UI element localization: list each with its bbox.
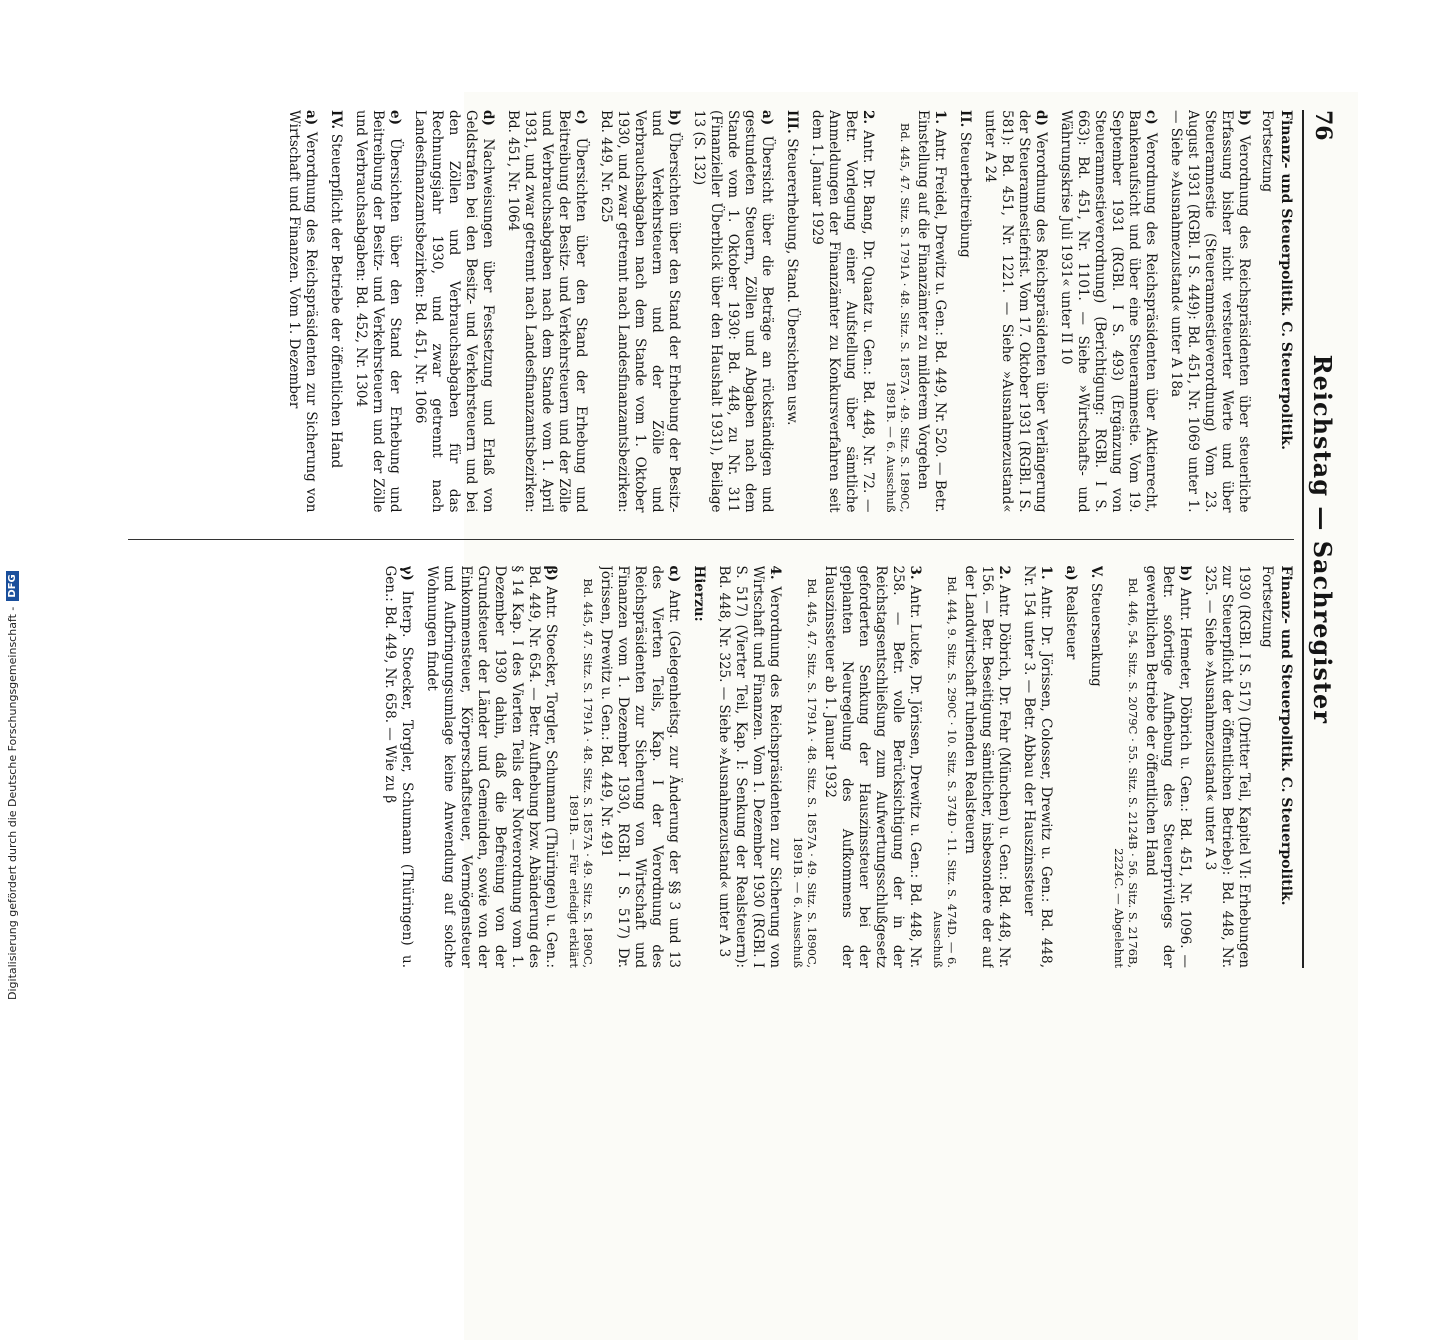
entry-text: 1930 (RGBl. I S. 517) (Dritter Teil, Kapitel VI: Erhebungen zur Steuerpflicht der öffentlichen Betriebe): Bd. 448, Nr. 325. — Siehe »Ausnahmezustand« unter A 3 — [1202, 565, 1252, 968]
entry-text: Übersichten über den Stand der Erhebung und Beitreibung der Besitz- und Verkehrsteuern und der Zölle und Verbrauchsabgaben: Bd. 452, Nr. 1304 — [353, 110, 403, 513]
entry-text: Verordnung des Reichspräsidenten zur Sicherung von Wirtschaft und Finanzen. Vom 1. Dezember 1930 (RGBl. I S. 517) (Vierter Teil, Kap. I: Senkung der Realsteuern): Bd. 448, Nr. 325. — Siehe »Ausnahmezustand« unter A 3 — [716, 565, 783, 968]
entry-label: 2. — [996, 565, 1012, 585]
entry-label: b) — [1177, 565, 1193, 588]
entry-label: a) — [1063, 565, 1079, 586]
entry-text: Übersicht über die Beträge an rückständigen und gestundeten Steuern, Zöllen und Abgaben nach dem Stande vom 1. Oktober 1930: Bd. 448, zu Nr. 311 (Finanzieller Überblick über den Haushalt 1931), Beilage 13 (S. 132) — [691, 110, 775, 513]
entry-label: γ) — [399, 565, 415, 591]
entry-reference: Bd. 445, 47. Sitz. S. 1791A · 48. Sitz. S. 1857A · 49. Sitz. S. 1890C, 1891B. — 6. Ausschuß — [791, 578, 819, 968]
entry-text: Verordnung des Reichspräsidenten über steuerliche Erfassung bisher nicht versteuerter Werte und über Steueramnestie (Steueramnestieverordnung) Vom 23. August 1931 (RGBl. I S. 449): Bd. 451, Nr. 1069 unter 1. — Siehe »Ausnahmezustand« unter A 18a — [1168, 110, 1252, 513]
entry-label: II. — [957, 110, 973, 133]
entry-label: e) — [387, 110, 403, 139]
entry-reference: Bd. 445, 47. Sitz. S. 1791A · 48. Sitz. S. 1857A · 49. Sitz. S. 1890C, 1891B. — 6. Ausschuß — [884, 122, 912, 513]
entry-label: 2. — [860, 110, 876, 131]
index-entry — [285, 110, 319, 513]
entry-text: Antr. (Gelegenheitsg. zur Änderung der §§ 3 und 13 des Vierten Teils, Kap. I der Verordnung des Reichspräsidenten zur Sicherung von Wirtschaft und Finanzen vom 1. Dezember 1930, RGBl. I S. 517) Dr. Jörissen, Drewitz u. Gen.: Bd. 449, Nr. 491 — [598, 565, 682, 968]
index-entry — [791, 566, 923, 969]
index-entry — [1020, 566, 1054, 969]
header-rule — [1302, 110, 1304, 968]
entry-label: 1. — [1038, 565, 1054, 587]
entry-text: Interp. Stoecker, Torgler, Schumann (Thüringen) u. Gen.: Bd. 449, Nr. 658. — Wie zu β — [382, 565, 415, 968]
running-title: Reichstag — Sachregister — [1308, 354, 1338, 724]
entry-label: α) — [666, 565, 682, 591]
index-entry — [381, 566, 415, 969]
entry-reference: Bd. 444, 9. Sitz. S. 290C · 10. Sitz. S. 374D · 11. Sitz. S. 474D. — 6. Ausschuß — [931, 576, 959, 968]
entry-text: Realsteuer — [1063, 585, 1079, 660]
entry-text: Steuerbeitreibung — [957, 132, 973, 258]
left-section-title: Finanz- und Steuerpolitik. C. Steuerpolitik. — [1278, 110, 1294, 450]
right-section-title: Finanz- und Steuerpolitik. C. Steuerpolitik. — [1278, 565, 1294, 906]
page-content — [110, 92, 1358, 986]
entry-label: b) — [666, 110, 682, 132]
column-divider — [128, 539, 1294, 540]
rotated-page — [286, 92, 1358, 1340]
entry-text: Antr. Freidel, Drewitz u. Gen.: Bd. 449, Nr. 520. — Betr. Einstellung auf die Finanzämter zu milderem Vorgehen — [915, 110, 948, 513]
entry-text: Antr. Lucke, Dr. Jörissen, Drewitz u. Gen.: Bd. 448, Nr. 258. — Betr. volle Berücksichtigung der in der Reichstagsentschließung zum Aufwertungsschlußgesetz geforderten Senkung der Hauszinssteuer bei der geplanten Neuregelung des Aufkommens der Hauszinssteuer ab 1. Januar 1932 — [822, 565, 923, 968]
right-section-sub: Fortsetzung — [1259, 565, 1275, 648]
index-entry — [931, 566, 1012, 969]
entry-label: 1. — [932, 110, 948, 129]
index-entry — [1057, 110, 1159, 513]
side-credit-text: Digitalisierung gefördert durch die Deutsche Forschungsgemeinschaft - — [5, 606, 19, 1000]
entry-text: Verordnung des Reichspräsidenten über Verlängerung der Steueramnestiefrist. Vom 17. Oktober 1931 (RGBl. I S. 581): Bd. 451, Nr. 1221. — Siehe »Ausnahmezustand« unter A 24 — [982, 110, 1049, 513]
index-entry — [884, 110, 948, 513]
index-entry — [1062, 566, 1079, 969]
entry-text: Antr. Döbrich, Dr. Fehr (München) u. Gen.: Bd. 448, Nr. 156. — Betr. Beseitigung sämtlicher, insbesondere der auf der Landwirtschaft ruhenden Realsteuern — [962, 565, 1012, 968]
left-column — [128, 110, 1294, 513]
index-entry — [783, 110, 800, 513]
index-entry — [597, 110, 682, 513]
index-entry — [956, 110, 973, 513]
entry-text: Übersichten über den Stand der Erhebung der Besitz- und Verkehrsteuern und der Zölle und Verbrauchsabgaben nach dem Stande vom 1. Oktober 1930, und zwar getrennt nach Landesfinanzamtsbezirken: Bd. 449, Nr. 625 — [598, 110, 682, 513]
entry-label: a) — [759, 110, 775, 136]
entry-text: Nachweisungen über Festsetzung und Erlaß von Geldstrafen bei den Besitz- und Verkehrsteuern und bei den Zöllen und Verbrauchsabgaben für das Rechnungsjahr 1930, und zwar getrennt nach Landesfinanzamtsbezirken: Bd. 451, Nr. 1066 — [412, 110, 496, 513]
entry-label: c) — [573, 110, 589, 138]
left-entries — [285, 110, 1252, 513]
index-entry — [1087, 566, 1104, 969]
right-entries — [381, 566, 1252, 969]
entry-label: V. — [1088, 565, 1104, 584]
entry-label: a) — [303, 110, 319, 132]
index-entry — [1167, 110, 1252, 513]
entry-reference: Bd. 446, 54. Sitz. S. 2079C · 55. Sitz. S. 2124B · 56. Sitz. S. 2176B, 2224C. — Abgelehnt — [1112, 577, 1140, 968]
page-number: 76 — [1310, 110, 1336, 141]
columns — [128, 110, 1294, 968]
entry-reference: Bd. 445, 47. Sitz. S. 1791A · 48. Sitz. S. 1857A · 49. Sitz. S. 1890C, 1891B. — Für erledigt erklärt — [567, 578, 595, 968]
entry-label: 3. — [907, 565, 923, 586]
entry-text: Antr. Stoecker, Torgler, Schumann (Thüringen) u. Gen.: Bd. 449, Nr. 654. — Betr. Aufhebung bzw. Abänderung des § 14 Kap. I des Vierten Teils der Notverordnung vom 1. Dezember 1930 dahin, daß die Befreiung von der Grundsteuer der Länder und Gemeinden, sowie von der Einkommensteuer, Körperschaftsteuer, Vermögensteuer und Aufbringungsumlage keine Anwendung auf solche Wohnungen findet — [424, 565, 559, 968]
index-entry — [423, 566, 559, 969]
index-entry — [808, 110, 876, 513]
entry-text: Übersichten über den Stand der Erhebung und Beitreibung der Besitz- und Verkehrsteuern und der Zölle und Verbrauchsabgaben nach dem Stande vom 1. April 1931, und zwar getrennt nach Landesfinanzamtsbezirken: Bd. 451, Nr. 1064 — [505, 110, 589, 513]
running-head — [1306, 110, 1340, 968]
index-entry — [327, 110, 344, 513]
index-entry — [352, 110, 403, 513]
entry-text: Steuerpflicht der Betriebe der öffentlichen Hand — [328, 133, 344, 469]
entry-label: III. — [784, 110, 800, 139]
left-section-sub: Fortsetzung — [1259, 110, 1275, 193]
entry-text: Steuererhebung, Stand. Übersichten usw. — [784, 138, 800, 426]
index-entry — [567, 566, 682, 969]
index-entry — [411, 110, 496, 513]
entry-text: Verordnung des Reichspräsidenten über Aktienrecht, Bankenaufsicht und über eine Steueramnestie. Vom 19. September 1931 (RGBl. I S. 493) (Ergänzung von Steueramnestieverordnung) (Berichtigung: RGBl. I S. 663): Bd. 451, Nr. 1101. — Siehe »Wirtschafts- und Währungskrise Juli 1931« unter II 10 — [1058, 110, 1159, 513]
entry-label: β) — [543, 565, 559, 587]
entry-label: d) — [480, 110, 496, 139]
entry-text: Antr. Dr. Jörissen, Colosser, Drewitz u. Gen.: Bd. 448, Nr. 154 unter 3. — Betr. Abbau der Hauszinssteuer — [1021, 565, 1054, 968]
index-entry — [690, 566, 707, 969]
side-credit — [0, 0, 24, 1000]
entry-text: Antr. Dr. Bang, Dr. Quaatz u. Gen.: Bd. 448, Nr. 72. — Betr. Vorlegung einer Aufstellung über sämtliche Anmeldungen der Finanzämter zu Konkursverfahren seit dem 1. Januar 1929 — [809, 110, 876, 513]
entry-label: c) — [1143, 110, 1159, 133]
right-column — [128, 566, 1294, 969]
entry-label: 4. — [767, 565, 783, 587]
index-entry — [504, 110, 589, 513]
index-entry — [981, 110, 1049, 513]
entry-label: IV. — [328, 110, 344, 134]
entry-label: d) — [1033, 110, 1049, 133]
index-entry — [1201, 566, 1252, 969]
entry-text: Verordnung des Reichspräsidenten zur Sicherung von Wirtschaft und Finanzen. Vom 1. Dezember — [286, 110, 319, 513]
index-entry — [1112, 566, 1193, 969]
index-entry — [715, 566, 783, 969]
entry-text: Steuersenkung — [1088, 583, 1104, 687]
entry-label: b) — [1236, 110, 1252, 136]
dfg-logo: DFG — [6, 571, 19, 600]
entry-text: Antr. Hemeter, Döbrich u. Gen.: Bd. 451, Nr. 1096. — Betr. sofortige Aufhebung des Steuerprivilegs der gewerblichen Betriebe der öffentlichen Hand — [1143, 565, 1193, 968]
entry-label: Hierzu: — [691, 565, 707, 622]
index-entry — [690, 110, 775, 513]
